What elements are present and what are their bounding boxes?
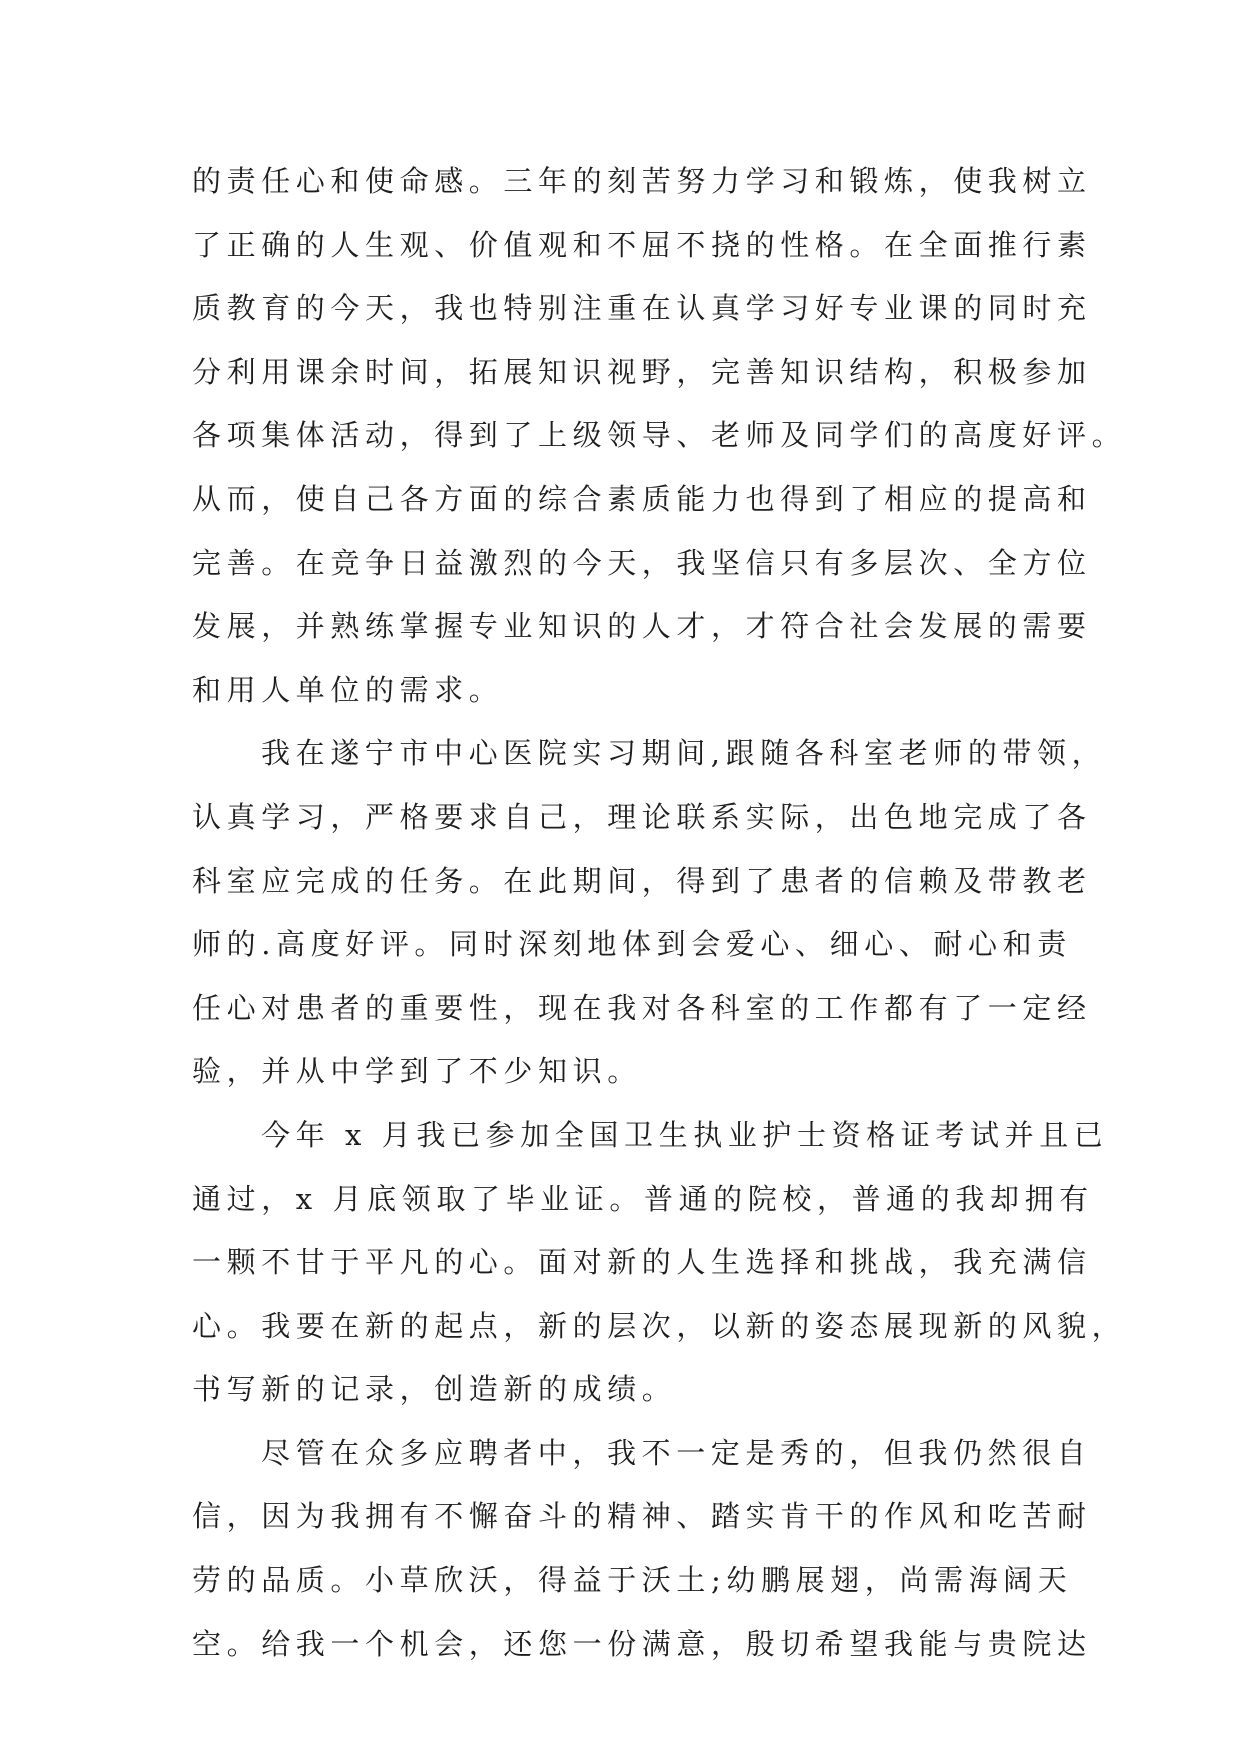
text-line: 师的.高度好评。同时深刻地体到会爱心、细心、耐心和责 [192, 927, 1072, 962]
paragraph-first-line: 今年 x 月我已参加全国卫生执业护士资格证考试并且已 [261, 1117, 1109, 1152]
text-line: 完善。在竞争日益激烈的今天，我坚信只有多层次、全方位 [192, 545, 1092, 580]
text-line: 和用人单位的需求。 [192, 672, 504, 707]
text-line: 认真学习，严格要求自己，理论联系实际，出色地完成了各 [192, 799, 1092, 834]
text-line: 验，并从中学到了不少知识。 [192, 1054, 642, 1089]
paragraph-first-line: 尽管在众多应聘者中，我不一定是秀的，但我仍然很自 [261, 1435, 1092, 1470]
paragraph-first-line: 我在遂宁市中心医院实习期间,跟随各科室老师的带领， [261, 736, 1107, 771]
text-line: 了正确的人生观、价值观和不屈不挠的性格。在全面推行素 [192, 227, 1092, 262]
body-text [192, 150, 1127, 1676]
text-line: 发展，并熟练掌握专业知识的人才，才符合社会发展的需要 [192, 609, 1092, 644]
text-line: 任心对患者的重要性，现在我对各科室的工作都有了一定经 [192, 990, 1092, 1025]
text-line: 书写新的记录，创造新的成绩。 [192, 1372, 677, 1407]
text-line: 心。我要在新的起点，新的层次，以新的姿态展现新的风貌， [192, 1308, 1127, 1343]
text-line: 通过，x 月底领取了毕业证。普通的院校，普通的我却拥有 [192, 1181, 1094, 1216]
text-line: 各项集体活动，得到了上级领导、老师及同学们的高度好评。 [192, 418, 1127, 453]
text-line: 科室应完成的任务。在此期间，得到了患者的信赖及带教老 [192, 863, 1092, 898]
text-line: 一颗不甘于平凡的心。面对新的人生选择和挑战，我充满信 [192, 1245, 1092, 1280]
text-line: 空。给我一个机会，还您一份满意，殷切希望我能与贵院达 [192, 1626, 1092, 1661]
text-line: 分利用课余时间，拓展知识视野，完善知识结构，积极参加 [192, 354, 1092, 389]
text-line: 从而，使自己各方面的综合素质能力也得到了相应的提高和 [192, 481, 1092, 516]
text-line: 的责任心和使命感。三年的刻苦努力学习和锻炼，使我树立 [192, 164, 1092, 198]
text-line: 信，因为我拥有不懈奋斗的精神、踏实肯干的作风和吃苦耐 [192, 1499, 1092, 1534]
text-line: 劳的品质。小草欣沃，得益于沃土;幼鹏展翅，尚需海阔天 [192, 1563, 1073, 1598]
text-line: 质教育的今天，我也特别注重在认真学习好专业课的同时充 [192, 291, 1092, 326]
